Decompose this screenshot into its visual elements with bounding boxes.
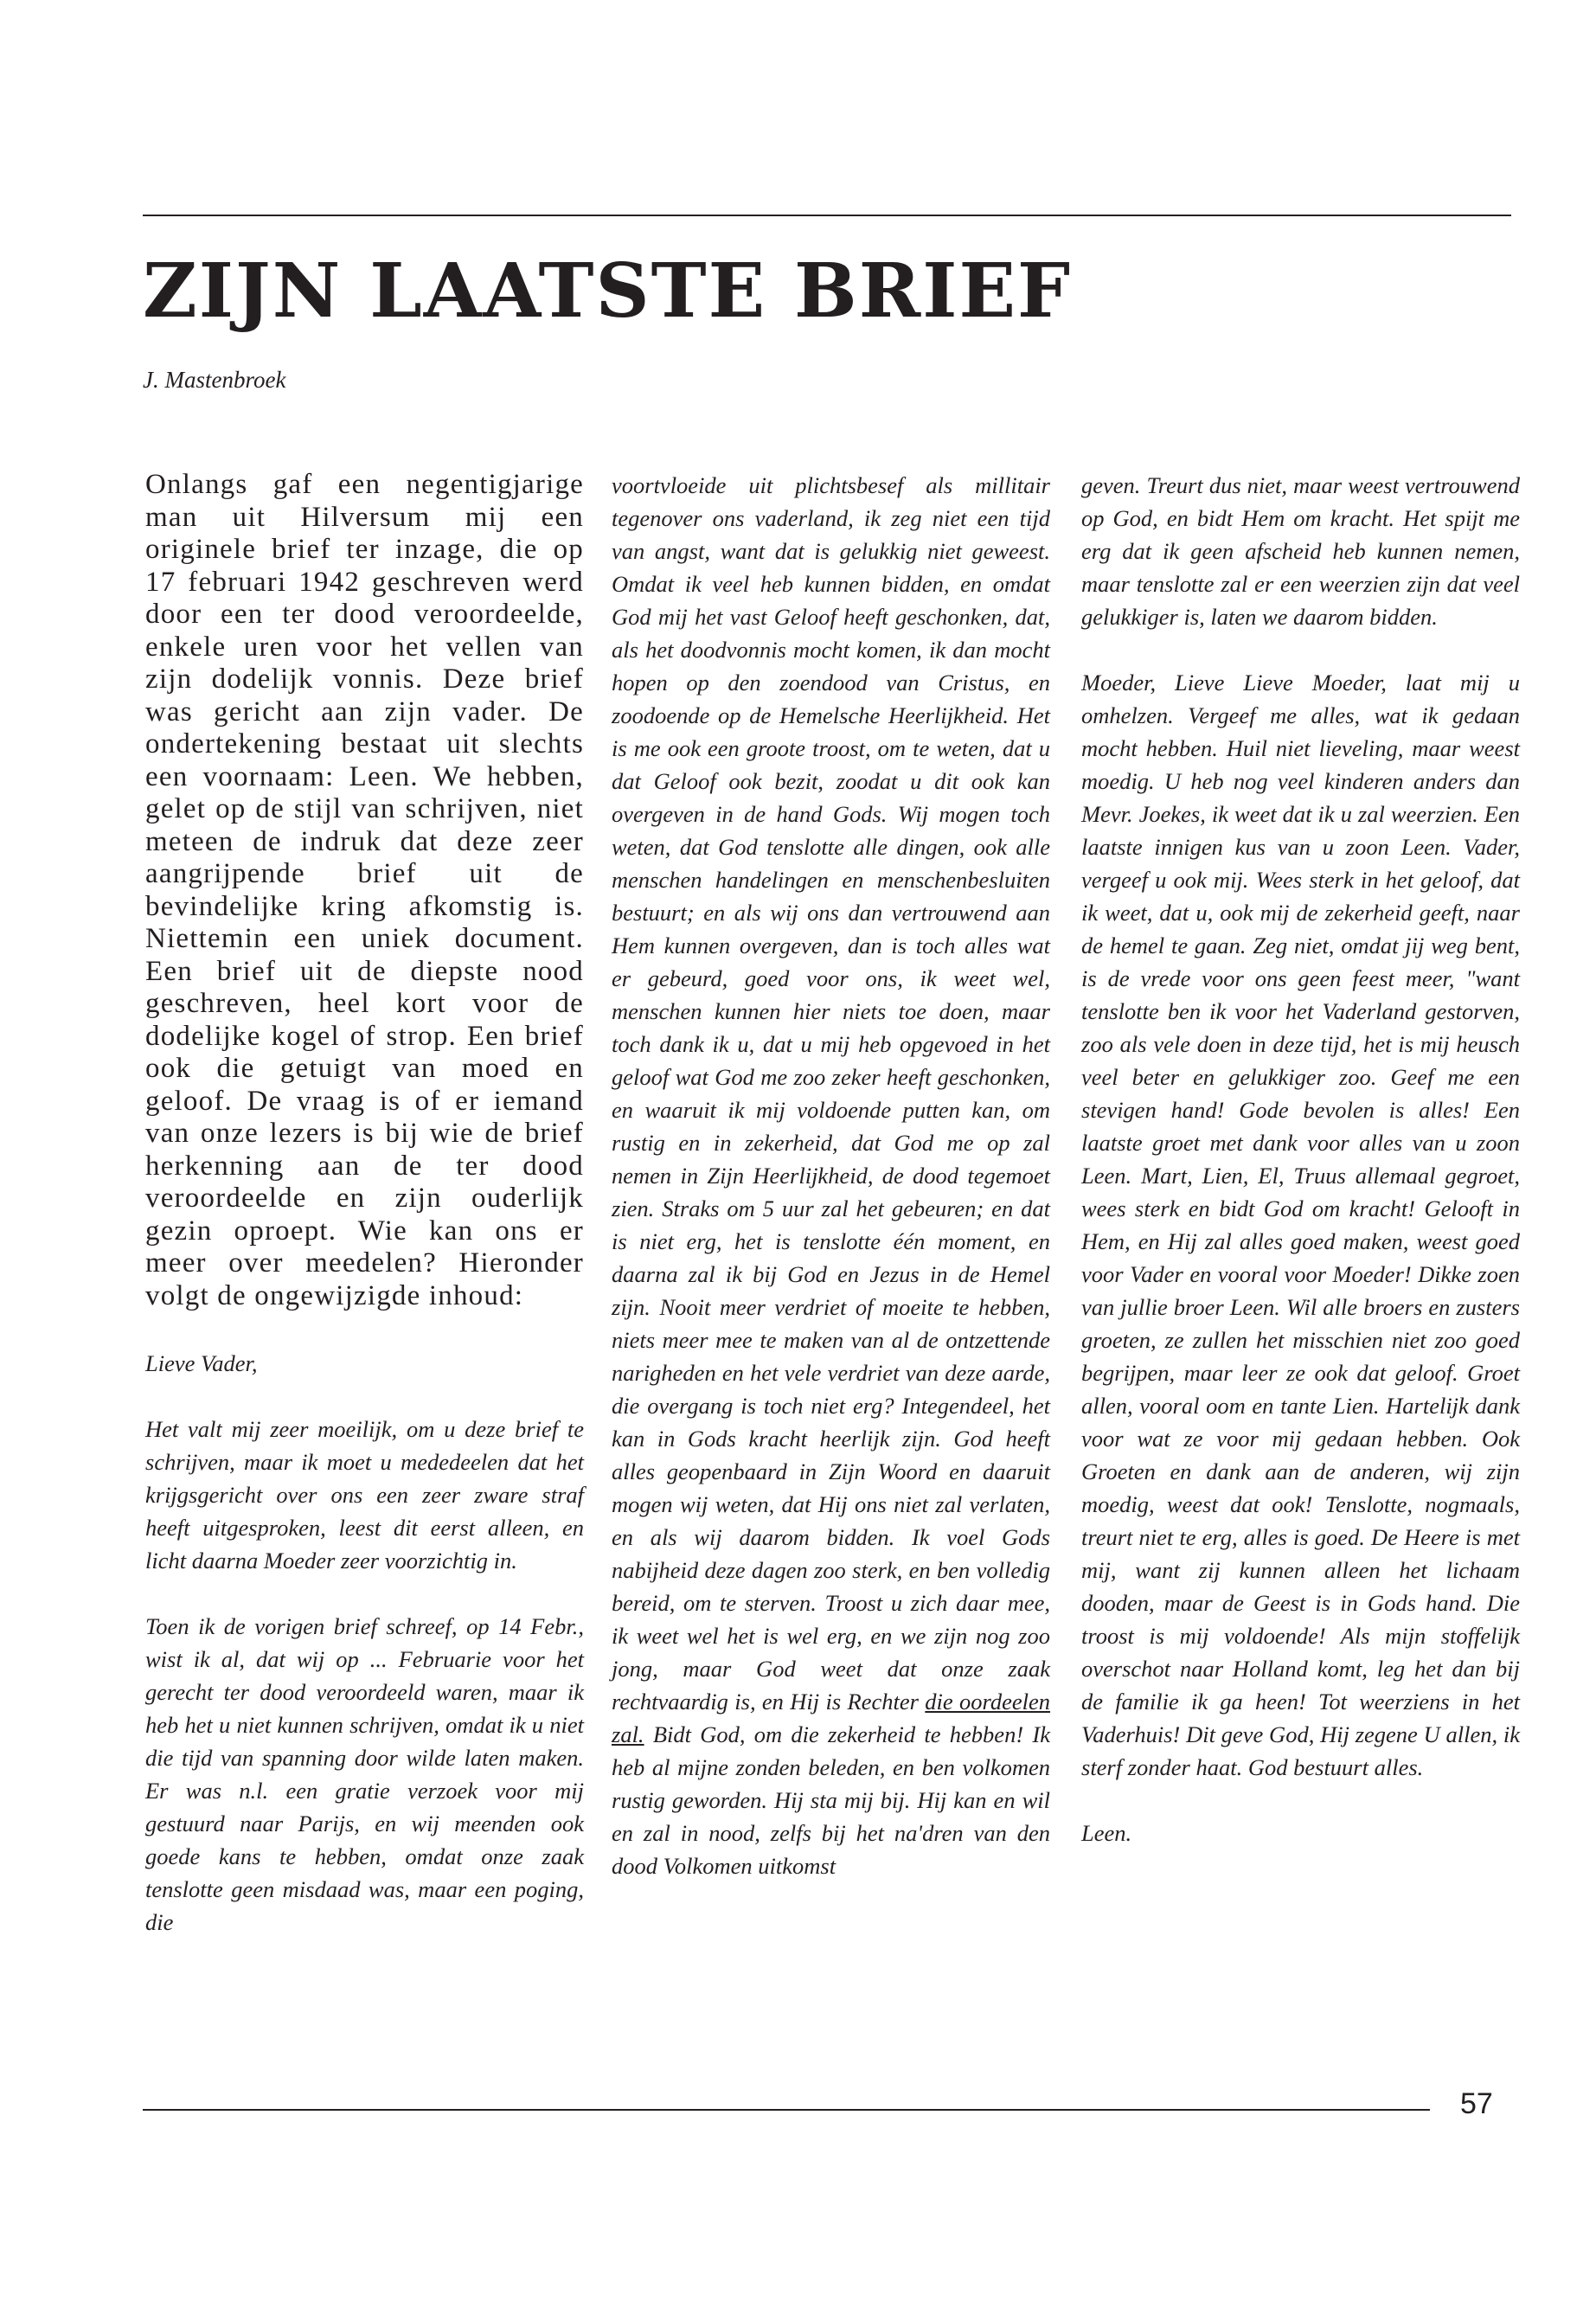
underlined-phrase: die oordeelen zal.	[612, 1689, 1051, 1747]
letter-paragraph-2-part-3: geven. Treurt dus niet, maar weest vertrouwend op God, en bidt Hem om kracht. Het spijt me erg dat ik geen afscheid heb kunnen nemen, maar tenslotte zal er een weerzien zijn dat veel gelukkiger is, laten we daarom bidden.	[1081, 472, 1520, 630]
letter-paragraph-3: Moeder, Lieve Lieve Moeder, laat mij u omhelzen. Vergeef me alles, wat ik gedaan mocht hebben. Huil niet lieveling, maar weest moedig. U heb nog veel kinderen anders dan Mevr. Joekes, ik weet dat ik u zal weerzien. Een laatste innigen kus van u zoon Leen. Vader, vergeef u ook mij. Wees sterk in het geloof, dat ik weet, dat u, ook mij de zekerheid geeft, naar de hemel te gaan. Zeg niet, omdat jij weg bent, is de vrede voor ons geen feest meer, "want tenslotte ben ik voor het Vaderland gestorven, zoo als vele doen in deze tijd, het is mij heusch veel beter en gelukkiger zoo. Geef me een stevigen hand! Gode bevolen is alles! Een laatste groet met dank voor alles van u zoon Leen. Mart, Lien, El, Truus allemaal gegroet, wees sterk en bidt God om kracht! Gelooft in Hem, en Hij zal alles goed maken, weest goed voor Vader en vooral voor Moeder! Dikke zoen van jullie broer Leen. Wil alle broers en zusters groeten, ze zullen het misschien niet zoo goed begrijpen, maar leer ze ook dat geloof. Groet allen, vooral oom en tante Lien. Hartelijk dank voor wat ze voor mij gedaan hebben. Ook Groeten en dank aan de anderen, wij zijn moedig, weest dat ook! Tenslotte, nogmaals, treurt niet te erg, alles is goed. De Heere is met mij, want zij kunnen alleen het lichaam dooden, maar de Geest is in Gods hand. Die troost is mij voldoende! Als mijn stoffelijk overschot naar Holland komt, leg het dan bij de familie ik ga heen! Tot weerziens in het Vaderhuis! Dit geve God, Hij zegene U allen, ik sterf zonder haat. God bestuurt alles.	[1081, 670, 1520, 1780]
article-author: J. Mastenbroek	[143, 367, 286, 393]
top-rule	[143, 215, 1511, 216]
letter-signature: Leen.	[1081, 1820, 1132, 1846]
letter-paragraph-1: Het valt mij zeer moeilijk, om u deze brief te schrijven, maar ik moet u mededeelen dat het krijgsgericht over ons een zeer zware straf heeft uitgesproken, leest dit eerst alleen, en licht daarna Moeder zeer voorzichtig in.	[145, 1416, 584, 1574]
letter-paragraph-2-part-1: Toen ik de vorigen brief schreef, op 14 Febr., wist ik al, dat wij op ... Februarie voor het gerecht ter dood veroordeeld waren, maar ik heb het u niet kunnen schrijven, omdat ik u niet die tijd van spanning door wilde laten maken. Er was n.l. een gratie verzoek voor mij gestuurd naar Parijs, en wij meenden ook goede kans te hebben, omdat onze zaak tenslotte geen misdaad was, maar een poging, die	[145, 1613, 584, 1935]
intro-paragraph: Onlangs gaf een negentigjarige man uit Hilversum mij een originele brief ter inzage, die op 17 februari 1942 geschreven werd door een ter dood veroordeelde, enkele uren voor het vellen van zijn dodelijk vonnis. Deze brief was gericht aan zijn vader. De ondertekening bestaat uit slechts een voornaam: Leen. We hebben, gelet op de stijl van schrijven, niet meteen de indruk dat deze zeer aangrijpende brief uit de bevindelijke kring afkomstig is. Niettemin een uniek document. Een brief uit de diepste nood geschreven, heel kort voor de dodelijke kogel of strop. Een brief ook die getuigt van moed en geloof. De vraag is of er iemand van onze lezers is bij wie de brief herkenning aan de ter dood veroordeelde en zijn ouderlijk gezin oproept. Wie kan ons er meer over meedelen? Hieronder volgt de ongewijzigde inhoud:	[145, 469, 584, 1311]
text-column-2	[612, 469, 1050, 1882]
letter-salutation: Lieve Vader,	[145, 1350, 258, 1376]
bottom-rule	[143, 2109, 1430, 2111]
page-number: 57	[1460, 2087, 1493, 2120]
letter-paragraph-2-part-2	[612, 469, 1050, 1882]
letter-text-segment: Bidt God, om die zekerheid te hebben! Ik heb al mijne zonden beleden, en ben volkomen rustig geworden. Hij sta mij bij. Hij kan en wil en zal in nood, zelfs bij het na'dren van den dood Volkomen uitkomst	[612, 1721, 1050, 1879]
letter-text-segment: voortvloeide uit plichtsbesef als millitair tegenover ons vaderland, ik zeg niet een tijd van angst, want dat is gelukkig niet geweest. Omdat ik veel heb kunnen bidden, en omdat God mij het vast Geloof heeft geschonken, dat, als het doodvonnis mocht komen, ik dan mocht hopen op den zoendood van Cristus, en zoodoende op de Hemelsche Heerlijkheid. Het is me ook een groote troost, om te weten, dat u dat Geloof ook bezit, zoodat u dit ook kan overgeven in de hand Gods. Wij mogen toch weten, dat God tenslotte alle dingen, ook alle menschen handelingen en menschenbesluiten bestuurt; en als wij ons dan vertrouwend aan Hem kunnen overgeven, dan is toch alles wat er gebeurd, goed voor ons, ik weet wel, menschen kunnen hier niets toe doen, maar toch dank ik u, dat u mij heb opgevoed in het geloof wat God me zoo zeker heeft geschonken, en waaruit ik mij voldoende putten kan, om rustig en in zekerheid, dat God me op zal nemen in Zijn Heerlijkheid, de dood tegemoet zien. Straks om 5 uur zal het gebeuren; en dat is niet erg, het is tenslotte één moment, en daarna zal ik bij God en Jezus in de Hemel zijn. Nooit meer verdriet of moeite te hebben, niets meer mee te maken van al de ontzettende narigheden en het vele verdriet van deze aarde, die overgang is toch niet erg? Integendeel, het kan in Gods kracht heerlijk zijn. God heeft alles geopenbaard in Zijn Woord en daaruit mogen wij weten, dat Hij ons niet zal verlaten, en als wij daarom bidden. Ik voel Gods nabijheid deze dagen zoo sterk, en ben volledig bereid, om te sterven. Troost u zich daar mee, ik weet wel het is wel erg, en we zijn nog zoo jong, maar God weet dat onze zaak rechtvaardig is, en Hij is Rechter	[612, 472, 1050, 1715]
text-column-3	[1081, 469, 1520, 1849]
text-column-1	[145, 469, 584, 1939]
article-title: ZIJN LAATSTE BRIEF	[143, 247, 1073, 335]
